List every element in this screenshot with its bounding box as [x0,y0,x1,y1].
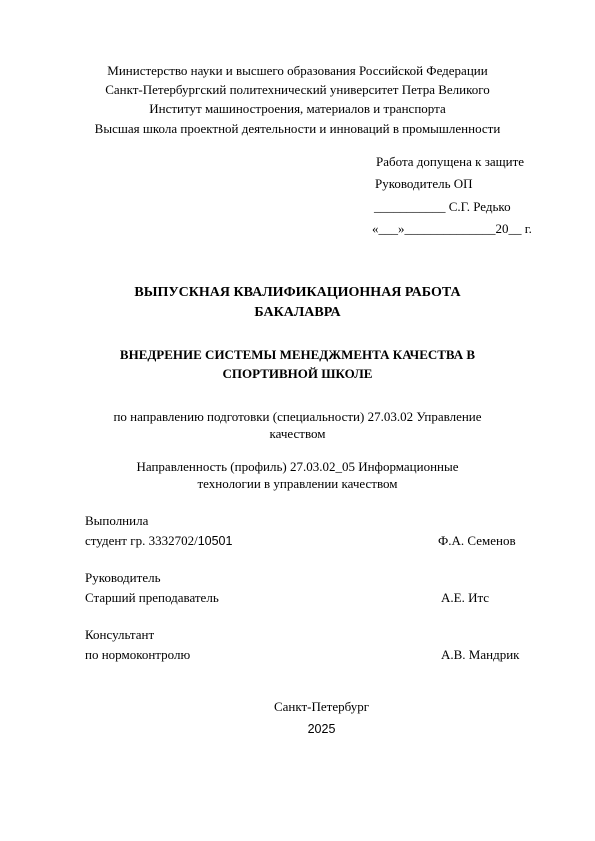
work-title-line-1: ВЫПУСКНАЯ КВАЛИФИКАЦИОННАЯ РАБОТА [134,285,461,300]
author-group-prefix: студент гр. 3332702/ [85,533,198,548]
supervisor-name: А.Е. Итс [441,590,490,605]
head-signature-line: ___________ С.Г. Редько [374,199,511,214]
supervisor-label: Руководитель [85,570,161,585]
program-head-label: Руководитель ОП [375,176,473,191]
direction-line-2: качеством [269,426,326,441]
profile-line-1: Направленность (профиль) 27.03.02_05 Информационные [136,459,459,474]
topic-line-1: ВНЕДРЕНИЕ СИСТЕМЫ МЕНЕДЖМЕНТА КАЧЕСТВА В [119,347,476,362]
school-line: Высшая школа проектной деятельности и инноваций в промышленности [94,121,501,136]
consultant-label: Консультант [85,627,155,642]
admission-text: Работа допущена к защите [376,154,525,169]
author-group [85,534,232,548]
supervisor-role: Старший преподаватель [85,590,219,605]
approval-date-line: «___»______________20__ г. [372,221,532,236]
consultant-role: по нормоконтролю [85,647,191,662]
author-group-number: 10501 [197,534,233,548]
consultant-name: А.В. Мандрик [441,647,520,662]
direction-line-1: по направлению подготовки (специальности) 27.03.02 Управление [113,409,482,424]
work-title-line-2: БАКАЛАВРА [254,305,341,320]
year: 2025 [307,722,336,736]
profile-line-2: технологии в управлении качеством [197,476,398,491]
university-line: Санкт-Петербургский политехнический университет Петра Великого [105,82,490,97]
topic-line-2: СПОРТИВНОЙ ШКОЛЕ [222,366,373,381]
author-name: Ф.А. Семенов [438,533,516,548]
institute-line: Институт машиностроения, материалов и транспорта [149,101,446,116]
ministry-line: Министерство науки и высшего образования Российской Федерации [107,63,488,78]
city: Санкт-Петербург [273,699,370,714]
author-label: Выполнила [85,513,149,528]
